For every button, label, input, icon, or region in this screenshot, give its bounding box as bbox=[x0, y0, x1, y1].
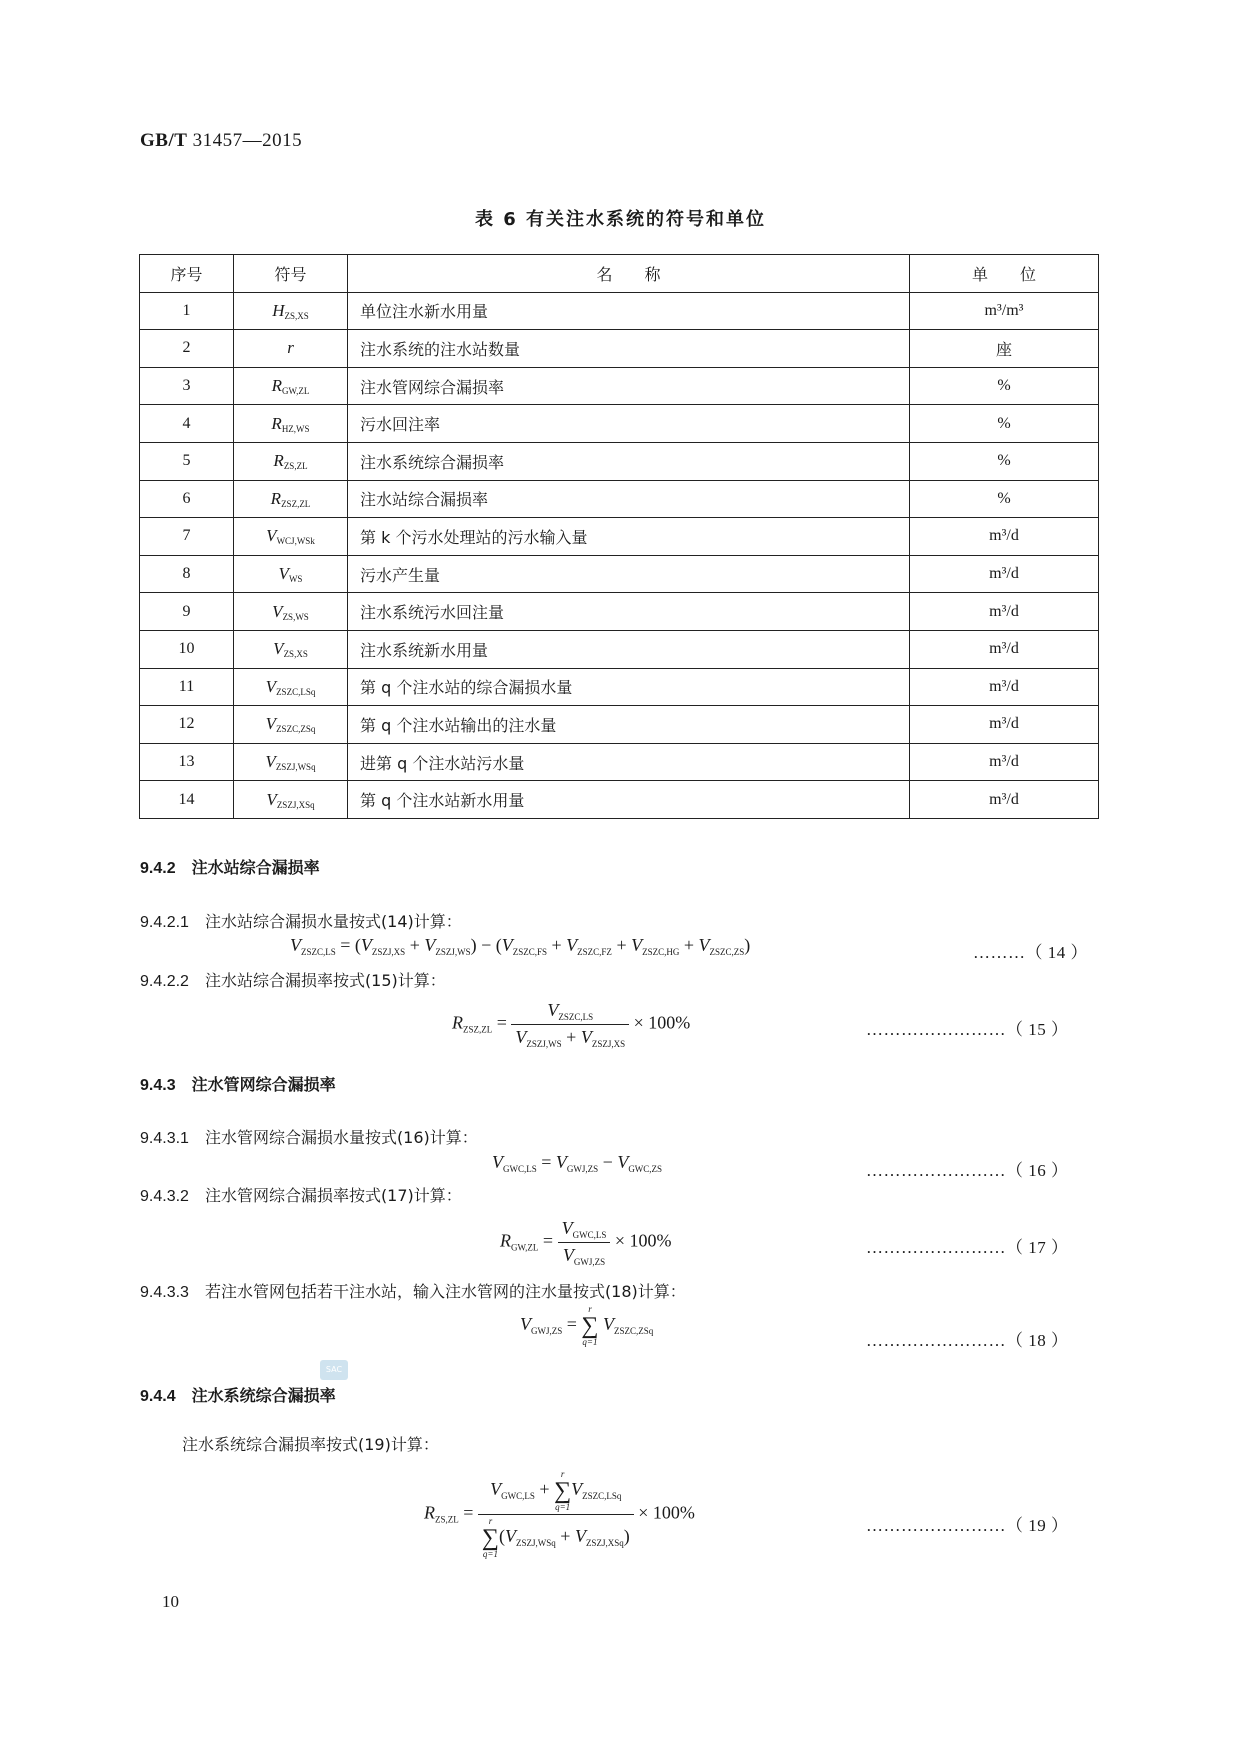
eq-number-19: ……………………（ 19 ） bbox=[866, 1516, 1069, 1535]
row-unit: m³/d bbox=[910, 518, 1099, 556]
row-number: 9 bbox=[140, 593, 234, 631]
table-row bbox=[140, 405, 1099, 443]
para-9-4-2-1: 9.4.2.1 注水站综合漏损水量按式(14)计算： bbox=[140, 912, 462, 931]
symbol-letter: V bbox=[266, 789, 277, 809]
row-number: 14 bbox=[140, 781, 234, 819]
table-row bbox=[140, 668, 1099, 706]
row-number: 11 bbox=[140, 668, 234, 706]
para-9-4-2-2: 9.4.2.2 注水站综合漏损率按式(15)计算： bbox=[140, 971, 446, 990]
table-row bbox=[140, 630, 1099, 668]
formula-16: $V_{GWC,LS} = V_{GWJ,ZS} - V_{GWC,ZS}$ bbox=[492, 1152, 663, 1174]
formula-19: $R_{ZS,ZL}$ = $V_{GWC,LS}$ + r ∑ q=1 $V_{ZSZC,LSq}$ r ∑ q=1 $(V_{ZSZJ,WSq} + V_{ZSZJ,XSq})$ × 100% bbox=[424, 1469, 695, 1559]
symbol-letter: R bbox=[271, 413, 282, 433]
page-number: 10 bbox=[162, 1592, 179, 1611]
row-name: 注水系统的注水站数量 bbox=[348, 330, 910, 368]
para-9-4-3-1: 9.4.3.1 注水管网综合漏损水量按式(16)计算： bbox=[140, 1128, 478, 1147]
row-number: 10 bbox=[140, 630, 234, 668]
table-row bbox=[140, 781, 1099, 819]
row-unit: % bbox=[910, 405, 1099, 443]
row-number: 13 bbox=[140, 743, 234, 781]
symbol-letter: R bbox=[270, 488, 282, 508]
symbol-letter: V bbox=[265, 714, 277, 734]
symbol-subscript: WS bbox=[288, 574, 303, 585]
row-name: 注水系统污水回注量 bbox=[348, 593, 910, 631]
symbol-letter: V bbox=[265, 752, 276, 772]
row-name: 第 k 个污水处理站的污水输入量 bbox=[348, 518, 910, 556]
symbol-subscript: ZS,ZL bbox=[283, 461, 308, 472]
symbol-subscript: WCJ,WSk bbox=[276, 536, 315, 547]
row-symbol bbox=[234, 555, 348, 593]
row-number: 1 bbox=[140, 292, 234, 330]
row-name: 第 q 个注水站输出的注水量 bbox=[348, 706, 910, 744]
table-header-row bbox=[140, 255, 1099, 293]
row-symbol bbox=[234, 518, 348, 556]
row-name: 单位注水新水用量 bbox=[348, 292, 910, 330]
row-symbol bbox=[234, 405, 348, 443]
row-number: 5 bbox=[140, 442, 234, 480]
row-symbol bbox=[234, 630, 348, 668]
symbol-subscript: ZSZC,LSq bbox=[276, 686, 316, 697]
row-number: 3 bbox=[140, 367, 234, 405]
row-unit: m³/d bbox=[910, 743, 1099, 781]
row-unit: m³/d bbox=[910, 630, 1099, 668]
row-name: 污水产生量 bbox=[348, 555, 910, 593]
row-symbol bbox=[234, 480, 348, 518]
eq-number-15: ……………………（ 15 ） bbox=[866, 1020, 1069, 1039]
row-number: 6 bbox=[140, 480, 234, 518]
symbol-subscript: ZSZJ,XSq bbox=[276, 799, 315, 810]
symbol-letter: V bbox=[278, 564, 289, 584]
row-unit: m³/d bbox=[910, 555, 1099, 593]
header-unit: 单 位 bbox=[910, 255, 1099, 293]
row-number: 12 bbox=[140, 706, 234, 744]
table-row bbox=[140, 706, 1099, 744]
row-name: 注水系统综合漏损率 bbox=[348, 442, 910, 480]
symbol-subscript: GW,ZL bbox=[281, 386, 310, 397]
header-symbol: 符号 bbox=[234, 255, 348, 293]
row-name: 污水回注率 bbox=[348, 405, 910, 443]
symbol-letter: V bbox=[273, 639, 284, 659]
row-unit: m³/d bbox=[910, 781, 1099, 819]
header-name: 名 称 bbox=[348, 255, 910, 293]
row-symbol bbox=[234, 367, 348, 405]
row-symbol bbox=[234, 743, 348, 781]
symbol-subscript: ZSZJ,WSq bbox=[275, 762, 316, 773]
row-symbol bbox=[234, 781, 348, 819]
formula-15: $R_{ZSZ,ZL}$ = $\frac{V_{ZSZC,LS}}{V_{ZSZJ,WS} + V_{ZSZJ,XS}}$ × 100% bbox=[452, 1000, 691, 1049]
table-row bbox=[140, 292, 1099, 330]
sac-watermark: SAC bbox=[320, 1360, 348, 1380]
symbol-subscript: ZS,XS bbox=[284, 310, 309, 321]
formula-18: $V_{GWJ,ZS}$ = r ∑ q=1 $V_{ZSZC,ZSq}$ bbox=[520, 1304, 654, 1347]
table-row bbox=[140, 367, 1099, 405]
row-number: 8 bbox=[140, 555, 234, 593]
row-symbol bbox=[234, 442, 348, 480]
para-9-4-3-2: 9.4.3.2 注水管网综合漏损率按式(17)计算： bbox=[140, 1186, 462, 1205]
row-number: 7 bbox=[140, 518, 234, 556]
formula-14: $V_{ZSZC,LS} = (V_{ZSZJ,XS} + V_{ZSZJ,WS}) - (V_{ZSZC,FS} + V_{ZSZC,FZ} + V_{ZSZC,HG} + V_{ZSZC,ZS})$ bbox=[290, 935, 751, 957]
row-number: 4 bbox=[140, 405, 234, 443]
symbol-letter: V bbox=[272, 601, 283, 621]
row-unit: 座 bbox=[910, 330, 1099, 368]
symbol-letter: V bbox=[265, 676, 277, 696]
formula-17: $R_{GW,ZL}$ = $\frac{V_{GWC,LS}}{V_{GWJ,ZS}}$ × 100% bbox=[500, 1218, 672, 1267]
row-symbol bbox=[234, 706, 348, 744]
table-title: 表 6 有关注水系统的符号和单位 bbox=[474, 209, 767, 230]
row-name: 进第 q 个注水站污水量 bbox=[348, 743, 910, 781]
eq-number-16: ……………………（ 16 ） bbox=[866, 1161, 1069, 1180]
row-symbol bbox=[234, 668, 348, 706]
row-unit: m³/d bbox=[910, 593, 1099, 631]
section-9-4-2: 9.4.2 注水站综合漏损率 bbox=[140, 858, 320, 877]
symbol-letter: R bbox=[271, 376, 282, 396]
eq-number-14: ………（ 14 ） bbox=[973, 943, 1088, 962]
table-row bbox=[140, 442, 1099, 480]
row-number: 2 bbox=[140, 330, 234, 368]
symbol-letter: H bbox=[272, 300, 285, 320]
row-unit: m³/d bbox=[910, 706, 1099, 744]
row-symbol bbox=[234, 292, 348, 330]
section-9-4-3: 9.4.3 注水管网综合漏损率 bbox=[140, 1075, 336, 1094]
symbol-subscript: ZS,XS bbox=[283, 649, 308, 660]
row-unit: % bbox=[910, 367, 1099, 405]
symbol-subscript: ZS,WS bbox=[282, 611, 309, 622]
symbol-letter: R bbox=[273, 451, 284, 471]
table-row bbox=[140, 555, 1099, 593]
symbols-table bbox=[139, 254, 1099, 819]
row-unit: m³/d bbox=[910, 668, 1099, 706]
para-9-4-3-3: 9.4.3.3 若注水管网包括若干注水站，输入注水管网的注水量按式(18)计算： bbox=[140, 1282, 686, 1301]
table-row bbox=[140, 518, 1099, 556]
row-name: 第 q 个注水站的综合漏损水量 bbox=[348, 668, 910, 706]
row-name: 注水站综合漏损率 bbox=[348, 480, 910, 518]
table-row bbox=[140, 330, 1099, 368]
symbol-subscript: ZSZ,ZL bbox=[281, 498, 311, 509]
symbol-letter: V bbox=[266, 526, 277, 546]
row-name: 第 q 个注水站新水用量 bbox=[348, 781, 910, 819]
row-unit: m³/m³ bbox=[910, 292, 1099, 330]
row-symbol bbox=[234, 330, 348, 368]
table-row bbox=[140, 480, 1099, 518]
row-unit: % bbox=[910, 480, 1099, 518]
table-row bbox=[140, 743, 1099, 781]
row-symbol bbox=[234, 593, 348, 631]
row-unit: % bbox=[910, 442, 1099, 480]
standard-code: GB/T 31457—2015 bbox=[140, 130, 303, 151]
row-name: 注水管网综合漏损率 bbox=[348, 367, 910, 405]
eq-number-18: ……………………（ 18 ） bbox=[866, 1331, 1069, 1350]
symbol-subscript: HZ,WS bbox=[281, 423, 310, 434]
para-9-4-4: 注水系统综合漏损率按式(19)计算： bbox=[182, 1435, 439, 1454]
symbol-letter: r bbox=[287, 338, 294, 358]
row-name: 注水系统新水用量 bbox=[348, 630, 910, 668]
table-row bbox=[140, 593, 1099, 631]
section-9-4-4: 9.4.4 注水系统综合漏损率 bbox=[140, 1386, 336, 1405]
eq-number-17: ……………………（ 17 ） bbox=[866, 1238, 1069, 1257]
header-no: 序号 bbox=[140, 255, 234, 293]
symbol-subscript: ZSZC,ZSq bbox=[276, 724, 316, 735]
